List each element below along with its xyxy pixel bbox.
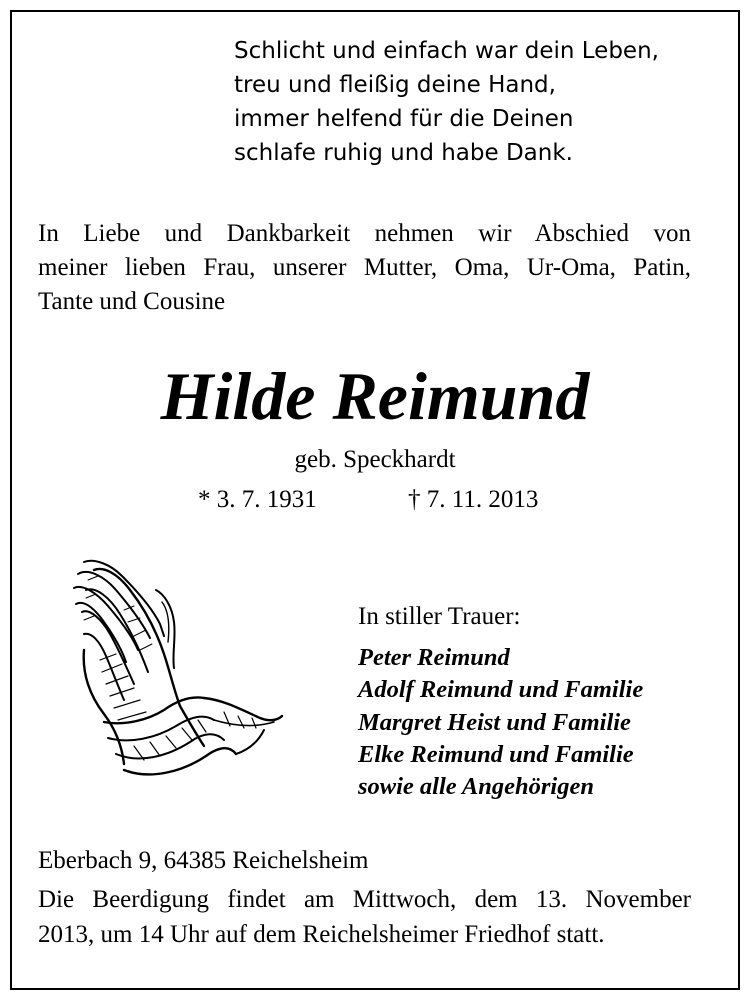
funeral-notice: [38, 882, 691, 952]
praying-hands-icon: [64, 550, 286, 788]
poem-line: schlafe ruhig und habe Dank.: [234, 140, 573, 166]
mourner-name: sowie alle Angehörigen: [358, 773, 594, 801]
mourners-list: [358, 642, 643, 803]
mourner-name: Adolf Reimund und Familie: [358, 676, 644, 704]
mourner-name: Peter Reimund: [358, 644, 510, 671]
poem-line: immer helfend für die Deinen: [234, 106, 574, 132]
mourner-name: Margret Heist und Familie: [358, 708, 631, 736]
deceased-name: Hilde Reimund: [160, 358, 590, 434]
mourner-name: Elke Reimund und Familie: [358, 740, 634, 768]
farewell-line: meiner lieben Frau, unserer Mutter, Oma, Ur-Oma, Patin,: [38, 254, 691, 281]
mourning-label: In stiller Trauer:: [358, 603, 521, 630]
poem-line: Schlicht und einfach war dein Leben,: [234, 38, 659, 64]
funeral-line: Die Beerdigung findet am Mittwoch, dem 13. November: [38, 886, 691, 913]
death-date: † 7. 11. 2013: [408, 486, 539, 513]
farewell-line: Tante und Cousine: [38, 288, 226, 315]
poem-line: treu und fleißig deine Hand,: [234, 72, 556, 98]
birth-date: * 3. 7. 1931: [198, 486, 317, 513]
memorial-poem: [234, 34, 714, 170]
maiden-name: geb. Speckhardt: [294, 446, 456, 473]
funeral-line: 2013, um 14 Uhr auf dem Reichelsheimer Friedhof statt.: [38, 921, 605, 948]
family-address: Eberbach 9, 64385 Reichelsheim: [38, 847, 369, 874]
farewell-line: In Liebe und Dankbarkeit nehmen wir Abschied von: [38, 220, 691, 247]
farewell-text: [38, 217, 691, 319]
